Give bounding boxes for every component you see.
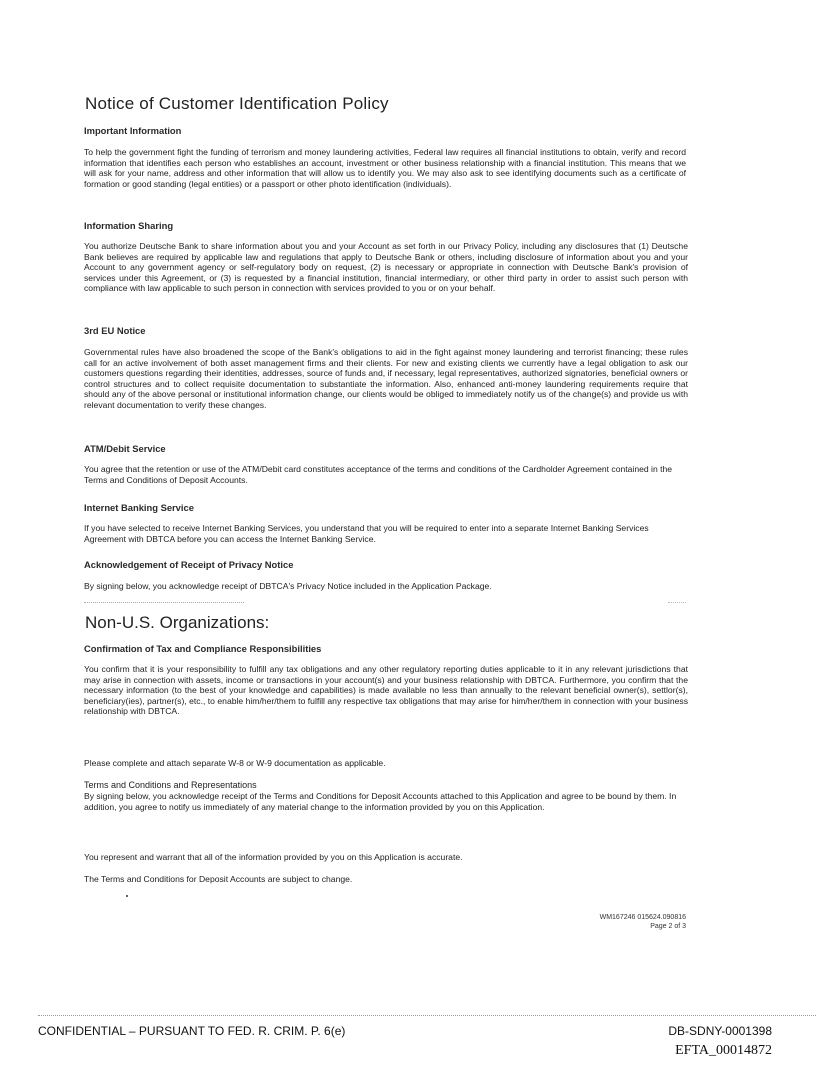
confirmation-body: You confirm that it is your responsibility to fulfill any tax obligations and any other regulatory reporting duties applicable to it in any relevant jurisdictions that may arise in connection with assets, income or transactions in your account(s) and your business relationship with DBTCA. Furthermore, you confirm that the necessary information (to the best of your knowledge and capabilities) is made available no less than annually to the relevant beneficial owner(s), settlor(s), beneficiary(ies), partner(s), etc., to enable him/her/them to fulfill any respective tax obligations that may arise for him/her/them in connection with your business relationship with DBTCA. xyxy=(84,664,688,717)
section-heading-internet-banking: Internet Banking Service xyxy=(84,502,194,513)
non-us-organizations-title: Non-U.S. Organizations: xyxy=(85,613,270,632)
faint-divider-right xyxy=(668,602,686,603)
efta-number: EFTA_00014872 xyxy=(675,1043,772,1058)
terms-body: By signing below, you acknowledge receipt of the Terms and Conditions for Deposit Accounts attached to this Application and agree to be bound by them. In addition, you agree to notify us immediately of any material change to the information provided by you on this Application. xyxy=(84,791,677,812)
section-body-internet-banking: If you have selected to receive Internet Banking Services, you understand that you will be required to enter into a separate Internet Banking Services Agreement with DBTCA before you can access the Internet Banking Service. xyxy=(84,523,649,544)
section-body-information-sharing: You authorize Deutsche Bank to share information about you and your Account as set forth in our Privacy Policy, including any disclosures that (1) Deutsche Bank believes are required by applicable law and regulations that apply to Deutsche Bank or others, including disclosure of information about you and your Account to any government agency or self-regulatory body on request, (2) is necessary or appropriate in connection with Deutsche Bank's provision of services under this Agreement, or (3) is requested by a financial institution, financial intermediary, or other third party in order to assist such person with compliance with law applicable to such person in connection with services provided to you or on your behalf. xyxy=(84,241,688,294)
section-heading-privacy-notice-receipt: Acknowledgement of Receipt of Privacy Notice xyxy=(84,559,294,570)
represent-warrant-line: You represent and warrant that all of the information provided by you on this Application is accurate. xyxy=(84,852,463,862)
bates-number: DB-SDNY-0001398 xyxy=(668,1024,772,1038)
footer-divider xyxy=(38,1015,816,1016)
w8-w9-instruction: Please complete and attach separate W-8 or W-9 documentation as applicable. xyxy=(84,758,386,768)
section-body-important-information: To help the government fight the funding of terrorism and money laundering activities, Federal law requires all financial institutions to obtain, verify and record information that identifies each person who establishes an account, investment or other business relationship with a financial institution. This means that we will ask for your name, address and other information that will allow us to identify you. We may also ask to see identifying documents such as a certificate of formation or good standing (legal entities) or a passport or other photo identification (individuals). xyxy=(84,147,686,189)
faint-divider xyxy=(84,602,244,603)
document-identifier xyxy=(600,913,686,931)
subject-to-change-line: The Terms and Conditions for Deposit Accounts are subject to change. xyxy=(84,874,353,884)
confidential-notice: CONFIDENTIAL – PURSUANT TO FED. R. CRIM. P. 6(e) xyxy=(38,1024,346,1038)
form-code: WM167246 015624.090816 xyxy=(599,914,686,921)
section-body-privacy-notice-receipt: By signing below, you acknowledge receipt of DBTCA's Privacy Notice included in the Application Package. xyxy=(84,581,492,591)
stray-mark xyxy=(126,895,128,897)
confirmation-heading: Confirmation of Tax and Compliance Responsibilities xyxy=(84,643,322,654)
page-title: Notice of Customer Identification Policy xyxy=(85,94,389,113)
section-body-3rd-eu-notice: Governmental rules have also broadened the scope of the Bank's obligations to aid in the fight against money laundering and terrorist financing; these rules call for an active involvement of both asset management firms and their clients. For new and existing clients we currently have a legal obligation to ask our customers questions regarding their identities, addresses, source of funds and, if necessary, legal representatives, authorized signatories, beneficial owners or control structures and to collect requisite documentation to substantiate the information. Also, enhanced anti-money laundering requirements require that should any of the above personal or institutional information change, our clients would be obliged to immediately notify us of the change(s) and provide us with relevant documentation to verify these changes. xyxy=(84,347,688,410)
section-heading-information-sharing: Information Sharing xyxy=(84,220,174,231)
section-heading-3rd-eu-notice: 3rd EU Notice xyxy=(84,325,146,336)
section-heading-important-information: Important Information xyxy=(84,125,182,136)
page-number: Page 2 of 3 xyxy=(650,923,686,930)
terms-heading: Terms and Conditions and Representations xyxy=(84,780,257,790)
section-heading-atm-debit-service: ATM/Debit Service xyxy=(84,443,166,454)
section-body-atm-debit-service: You agree that the retention or use of the ATM/Debit card constitutes acceptance of the terms and conditions of the Cardholder Agreement contained in the Terms and Conditions of Deposit Accounts. xyxy=(84,464,673,485)
